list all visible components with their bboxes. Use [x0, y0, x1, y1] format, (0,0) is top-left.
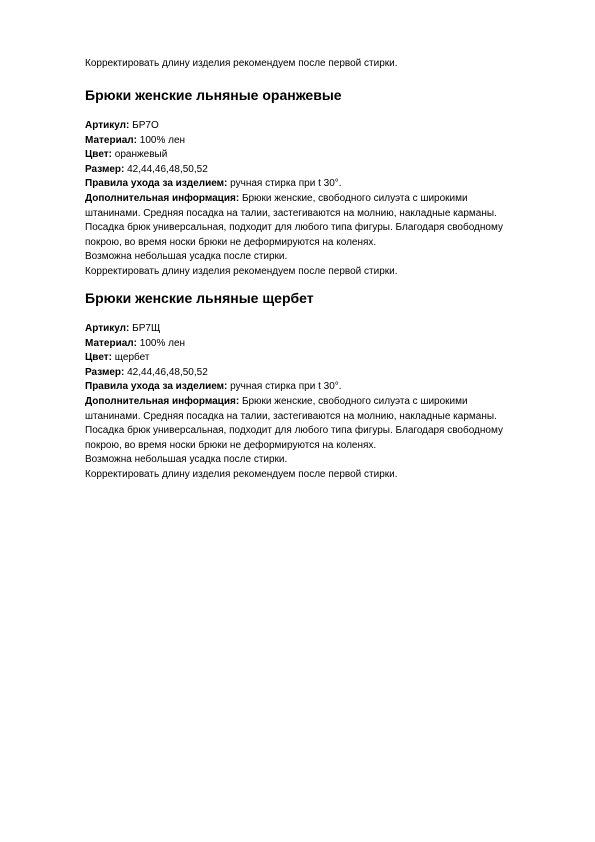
size-label: Размер: [85, 163, 125, 175]
article-label: Артикул: [85, 120, 130, 131]
color-label: Цвет: [85, 352, 112, 364]
color-row [85, 351, 555, 366]
care-row [85, 177, 555, 192]
material-value: 100% лен [139, 337, 186, 349]
size-row [85, 366, 555, 381]
info-line-6: Корректировать длину изделия рекомендуем после первой стирки. [85, 265, 398, 277]
material-row [85, 134, 555, 149]
info-line-3: Посадка брюк универсальная, подходит для любого типа фигуры. Благодаря свободному [85, 222, 503, 234]
color-row [85, 148, 555, 163]
care-label: Правила ухода за изделием: [85, 178, 228, 190]
article-value: БР7Щ [132, 323, 161, 334]
info-line-6: Корректировать длину изделия рекомендуем после первой стирки. [85, 468, 398, 480]
info-line-4: покрою, во время носки брюки не деформируются на коленях. [85, 236, 377, 248]
info-line-2: штанинами. Средняя посадка на талии, застегиваются на молнию, накладные карманы. [85, 410, 497, 422]
care-value: ручная стирка при t 30°. [230, 178, 342, 190]
top-note: Корректировать длину изделия рекомендуем после первой стирки. [85, 58, 398, 69]
info-line-3: Посадка брюк универсальная, подходит для любого типа фигуры. Благодаря свободному [85, 425, 503, 437]
info-row [85, 192, 555, 207]
care-value: ручная стирка при t 30°. [230, 381, 342, 393]
product-details [85, 322, 555, 483]
product-title: Брюки женские льняные оранжевые [85, 87, 342, 103]
product-sherbet [85, 289, 555, 483]
article-row [85, 322, 555, 337]
product-orange [85, 86, 555, 280]
info-row [85, 395, 555, 410]
info-line-1: Брюки женские, свободного силуэта с широкими [241, 395, 468, 407]
care-row [85, 380, 555, 395]
info-line-1: Брюки женские, свободного силуэта с широкими [241, 192, 468, 204]
article-value: БР7О [132, 120, 159, 131]
care-label: Правила ухода за изделием: [85, 381, 228, 393]
color-label: Цвет: [85, 149, 112, 161]
article-label: Артикул: [85, 323, 130, 334]
size-label: Размер: [85, 366, 125, 378]
info-line-5: Возможна небольшая усадка после стирки. [85, 251, 288, 263]
color-value: оранжевый [114, 149, 168, 161]
info-line-2: штанинами. Средняя посадка на талии, застегиваются на молнию, накладные карманы. [85, 207, 497, 219]
product-details [85, 119, 555, 280]
size-row [85, 163, 555, 178]
material-label: Материал: [85, 134, 137, 146]
info-label: Дополнительная информация: [85, 395, 240, 407]
info-line-5: Возможна небольшая усадка после стирки. [85, 454, 288, 466]
info-label: Дополнительная информация: [85, 192, 240, 204]
color-value: щербет [114, 352, 150, 364]
product-title: Брюки женские льняные щербет [85, 290, 314, 306]
size-value: 42,44,46,48,50,52 [127, 366, 208, 378]
info-line-4: покрою, во время носки брюки не деформируются на коленях. [85, 439, 377, 451]
material-label: Материал: [85, 337, 137, 349]
article-row [85, 119, 555, 134]
material-value: 100% лен [139, 134, 186, 146]
size-value: 42,44,46,48,50,52 [127, 163, 208, 175]
material-row [85, 337, 555, 352]
